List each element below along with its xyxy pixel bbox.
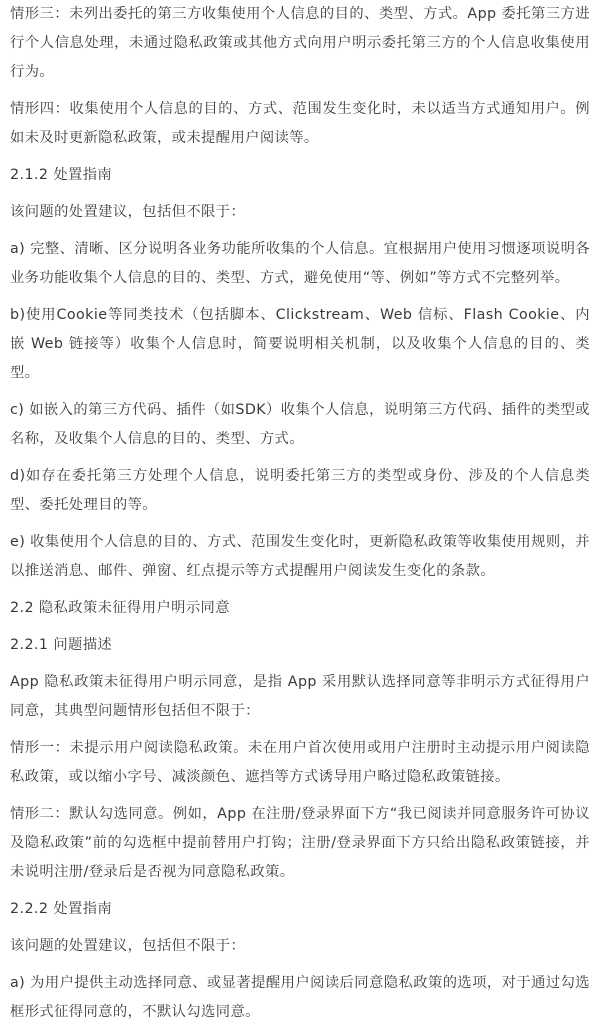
paragraph-item-a-2: a) 为用户提供主动选择同意、或显著提醒用户阅读后同意隐私政策的选项，对于通过勾选框形式征得同意的，不默认勾选同意。 [10,975,590,1020]
section-heading-2-2: 2.2 隐私政策未征得用户明示同意 [10,600,230,616]
paragraph-scenario-1: 情形一：未提示用户阅读隐私政策。未在用户首次使用或用户注册时主动提示用户阅读隐私政策，或以缩小字号、减淡颜色、遮挡等方式诱导用户略过隐私政策链接。 [10,740,590,785]
paragraph-guidance-intro: 该问题的处置建议，包括但不限于： [10,204,246,220]
paragraph-scenario-3: 情形三：未列出委托的第三方收集使用个人信息的目的、类型、方式。App 委托第三方进行个人信息处理，未通过隐私政策或其他方式向用户明示委托第三方的个人信息收集使用行为。 [10,6,590,80]
section-heading-2-2-2: 2.2.2 处置指南 [10,901,113,917]
paragraph-scenario-2: 情形二：默认勾选同意。例如，App 在注册/登录界面下方“我已阅读并同意服务许可协议及隐私政策”前的勾选框中提前替用户打钩；注册/登录界面下方只给出隐私政策链接，并未说明注册/登录后是否视为同意隐私政策。 [10,806,590,880]
paragraph-problem-description: App 隐私政策未征得用户明示同意，是指 App 采用默认选择同意等非明示方式征得用户同意，其典型问题情形包括但不限于： [10,674,590,719]
section-heading-2-2-1: 2.2.1 问题描述 [10,637,113,653]
section-heading-2-1-2: 2.1.2 处置指南 [10,167,113,183]
paragraph-item-c: c) 如嵌入的第三方代码、插件（如SDK）收集个人信息，说明第三方代码、插件的类型或名称，及收集个人信息的目的、类型、方式。 [10,402,590,447]
paragraph-item-b: b)使用Cookie等同类技术（包括脚本、Clickstream、Web 信标、Flash Cookie、内嵌 Web 链接等）收集个人信息时，简要说明相关机制，以及收集个人信息的目的、类型。 [10,307,590,381]
paragraph-item-e: e) 收集使用个人信息的目的、方式、范围发生变化时，更新隐私政策等收集使用规则，并以推送消息、邮件、弹窗、红点提示等方式提醒用户阅读发生变化的条款。 [10,534,590,579]
paragraph-item-a: a) 完整、清晰、区分说明各业务功能所收集的个人信息。宜根据用户使用习惯逐项说明各业务功能收集个人信息的目的、类型、方式，避免使用“等、例如”等方式不完整列举。 [10,241,590,286]
paragraph-item-d: d)如存在委托第三方处理个人信息，说明委托第三方的类型或身份、涉及的个人信息类型、委托处理目的等。 [10,468,590,513]
paragraph-guidance-intro-2: 该问题的处置建议，包括但不限于： [10,938,246,954]
paragraph-scenario-4: 情形四：收集使用个人信息的目的、方式、范围发生变化时，未以适当方式通知用户。例如未及时更新隐私政策，或未提醒用户阅读等。 [10,101,590,146]
